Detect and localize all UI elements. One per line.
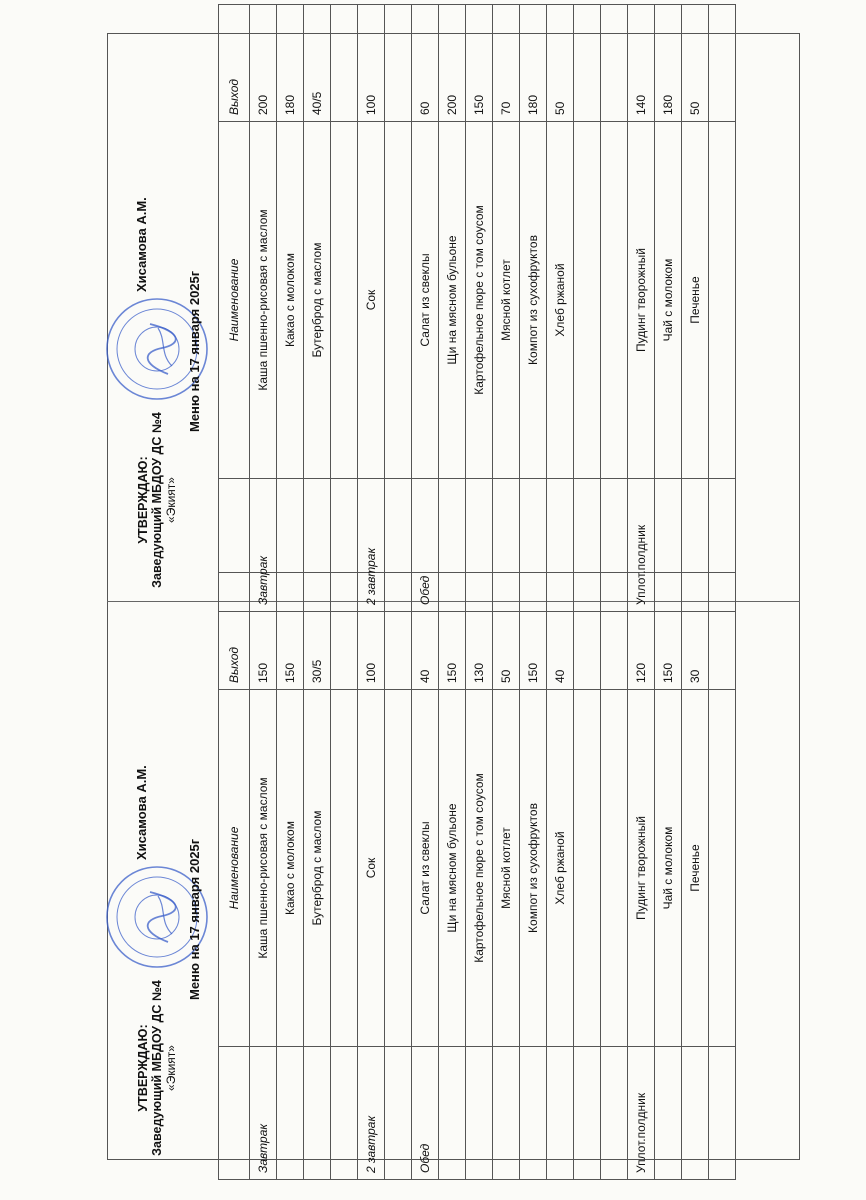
meal-cell [385, 479, 412, 612]
meal-cell [439, 1047, 466, 1180]
approve-title: УТВЕРЖДАЮ: [136, 456, 150, 544]
table-row [709, 5, 736, 612]
table-row [412, 573, 439, 1180]
meal-cell [709, 1047, 736, 1180]
output-cell: 50 [547, 5, 574, 122]
dish-cell [709, 690, 736, 1047]
dish-cell: Салат из свеклы [412, 122, 439, 479]
table-row [439, 573, 466, 1180]
meal-cell [709, 479, 736, 612]
output-cell: 60 [412, 5, 439, 122]
meal-cell [574, 1047, 601, 1180]
table-row [277, 5, 304, 612]
meal-cell: Уплот.полдник [628, 1047, 655, 1180]
dish-cell: Компот из сухофруктов [520, 122, 547, 479]
table-row [628, 573, 655, 1180]
output-cell: 180 [520, 5, 547, 122]
output-cell: 200 [439, 5, 466, 122]
dish-cell: Печенье [682, 122, 709, 479]
meal-cell: Завтрак [250, 1047, 277, 1180]
meal-cell [439, 479, 466, 612]
meal-cell: 2 завтрак [358, 1047, 385, 1180]
menu-table [218, 572, 736, 1180]
dish-cell [574, 122, 601, 479]
approve-org: «Экият» [164, 477, 178, 523]
table-row [331, 5, 358, 612]
dish-cell: Компот из сухофруктов [520, 690, 547, 1047]
table-row [682, 573, 709, 1180]
output-cell: 40 [412, 573, 439, 690]
col-meal-header [219, 1047, 250, 1180]
col-output-header: Выход [219, 5, 250, 122]
table-row [628, 5, 655, 612]
table-row [574, 573, 601, 1180]
output-cell: 30/5 [304, 573, 331, 690]
table-row [358, 5, 385, 612]
table-row [574, 5, 601, 612]
meal-cell: Обед [412, 479, 439, 612]
meal-cell [493, 1047, 520, 1180]
meal-cell [682, 1047, 709, 1180]
output-cell: 150 [439, 573, 466, 690]
output-cell [385, 5, 412, 122]
table-row [304, 5, 331, 612]
dish-cell: Какао с молоком [277, 690, 304, 1047]
table-row [466, 5, 493, 612]
output-cell: 150 [520, 573, 547, 690]
output-cell: 180 [277, 5, 304, 122]
approve-title: УТВЕРЖДАЮ: [136, 1024, 150, 1112]
menu-page-top [120, 44, 816, 612]
dish-cell: Щи на мясном бульоне [439, 122, 466, 479]
table-row [493, 5, 520, 612]
meal-cell [277, 479, 304, 612]
meal-cell: Уплот.полдник [628, 479, 655, 612]
meal-cell [493, 479, 520, 612]
output-cell [601, 5, 628, 122]
meal-cell: 2 завтрак [358, 479, 385, 612]
dish-cell: Чай с молоком [655, 690, 682, 1047]
dish-cell: Хлеб ржаной [547, 122, 574, 479]
dish-cell: Сок [358, 122, 385, 479]
table-row [655, 5, 682, 612]
table-row [547, 5, 574, 612]
meal-cell [574, 479, 601, 612]
dish-cell [385, 690, 412, 1047]
menu-page-bottom [120, 612, 816, 1180]
meal-cell [331, 479, 358, 612]
output-cell: 130 [466, 573, 493, 690]
dish-cell: Пудинг творожный [628, 690, 655, 1047]
table-row [601, 573, 628, 1180]
meal-cell [466, 479, 493, 612]
table-row [709, 573, 736, 1180]
output-cell [709, 5, 736, 122]
output-cell: 40 [547, 573, 574, 690]
director-name: Хисамова А.М. [134, 765, 149, 860]
output-cell: 40/5 [304, 5, 331, 122]
table-row [304, 573, 331, 1180]
menu-date: Меню на 17 января 2025г [187, 270, 202, 432]
output-cell: 70 [493, 5, 520, 122]
table-row [250, 573, 277, 1180]
approve-org: «Экият» [164, 1045, 178, 1091]
meal-cell [331, 1047, 358, 1180]
table-row [466, 573, 493, 1180]
meal-cell [655, 1047, 682, 1180]
output-cell: 140 [628, 5, 655, 122]
output-cell: 150 [277, 573, 304, 690]
meal-cell [520, 479, 547, 612]
dish-cell [331, 690, 358, 1047]
menu-table [218, 4, 736, 612]
output-cell [574, 5, 601, 122]
dish-cell: Мясной котлет [493, 690, 520, 1047]
dish-cell: Картофельное пюре с том соусом [466, 690, 493, 1047]
output-cell: 150 [250, 573, 277, 690]
menu-date: Меню на 17 января 2025г [187, 838, 202, 1000]
dish-cell [601, 122, 628, 479]
dish-cell: Картофельное пюре с том соусом [466, 122, 493, 479]
table-row [385, 5, 412, 612]
meal-cell [277, 1047, 304, 1180]
table-row [493, 573, 520, 1180]
col-meal-header [219, 479, 250, 612]
meal-cell [466, 1047, 493, 1180]
table-row [682, 5, 709, 612]
table-row [385, 573, 412, 1180]
dish-cell: Бутерброд с маслом [304, 122, 331, 479]
table-header-row [219, 573, 250, 1180]
meal-cell: Обед [412, 1047, 439, 1180]
output-cell: 30 [682, 573, 709, 690]
output-cell: 100 [358, 573, 385, 690]
meal-cell [547, 1047, 574, 1180]
table-row [520, 5, 547, 612]
table-row [331, 573, 358, 1180]
output-cell: 120 [628, 573, 655, 690]
dish-cell: Какао с молоком [277, 122, 304, 479]
meal-cell [385, 1047, 412, 1180]
meal-cell: Завтрак [250, 479, 277, 612]
dish-cell: Мясной котлет [493, 122, 520, 479]
table-row [547, 573, 574, 1180]
dish-cell [574, 690, 601, 1047]
table-header-row [219, 5, 250, 612]
table-row [358, 573, 385, 1180]
dish-cell: Пудинг творожный [628, 122, 655, 479]
meal-cell [655, 479, 682, 612]
meal-cell [304, 1047, 331, 1180]
col-dish-header: Наименование [219, 122, 250, 479]
dish-cell: Щи на мясном бульоне [439, 690, 466, 1047]
dish-cell: Печенье [682, 690, 709, 1047]
dish-cell: Хлеб ржаной [547, 690, 574, 1047]
dish-cell: Салат из свеклы [412, 690, 439, 1047]
meal-cell [682, 479, 709, 612]
output-cell [331, 5, 358, 122]
meal-cell [601, 1047, 628, 1180]
output-cell: 50 [682, 5, 709, 122]
approve-position: Заведующий МБДОУ ДС №4 [150, 980, 164, 1156]
approve-position: Заведующий МБДОУ ДС №4 [150, 412, 164, 588]
dish-cell: Чай с молоком [655, 122, 682, 479]
output-cell: 50 [493, 573, 520, 690]
table-row [412, 5, 439, 612]
dish-cell: Каша пшенно-рисовая с маслом [250, 122, 277, 479]
output-cell: 100 [358, 5, 385, 122]
meal-cell [520, 1047, 547, 1180]
director-name: Хисамова А.М. [134, 197, 149, 292]
output-cell: 180 [655, 5, 682, 122]
output-cell: 150 [466, 5, 493, 122]
meal-cell [547, 479, 574, 612]
table-row [439, 5, 466, 612]
dish-cell [601, 690, 628, 1047]
table-row [601, 5, 628, 612]
dish-cell [331, 122, 358, 479]
dish-cell: Каша пшенно-рисовая с маслом [250, 690, 277, 1047]
table-row [250, 5, 277, 612]
col-dish-header: Наименование [219, 690, 250, 1047]
meal-cell [304, 479, 331, 612]
table-row [655, 573, 682, 1180]
dish-cell [709, 122, 736, 479]
col-output-header: Выход [219, 573, 250, 690]
output-cell: 200 [250, 5, 277, 122]
dish-cell: Сок [358, 690, 385, 1047]
dish-cell [385, 122, 412, 479]
table-row [520, 573, 547, 1180]
dish-cell: Бутерброд с маслом [304, 690, 331, 1047]
meal-cell [601, 479, 628, 612]
output-cell: 150 [655, 573, 682, 690]
table-row [277, 573, 304, 1180]
